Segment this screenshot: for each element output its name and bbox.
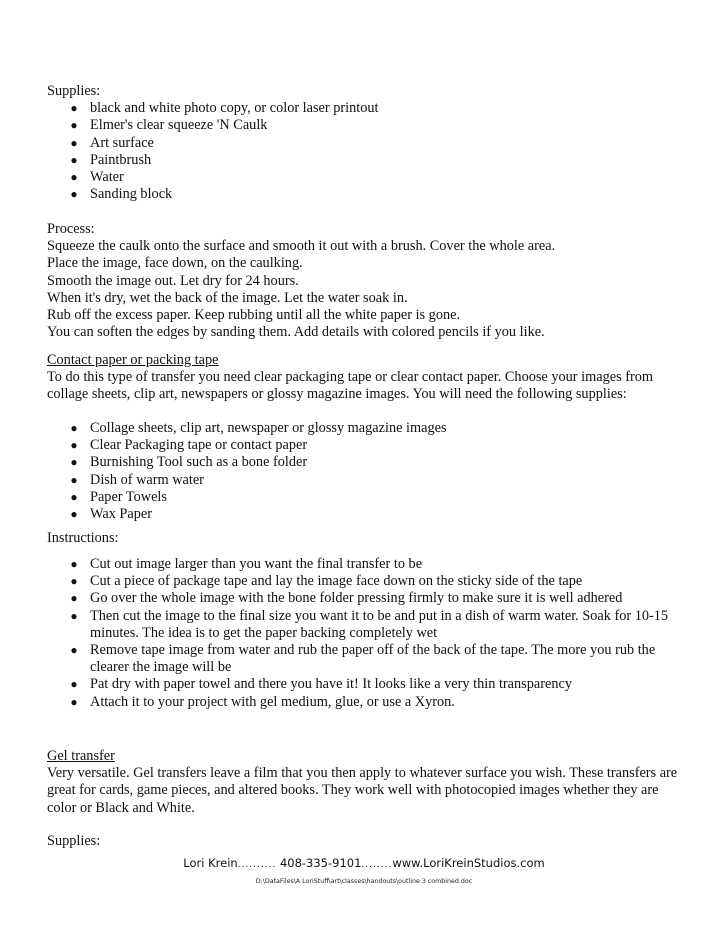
footer-separator: ........ <box>361 860 393 870</box>
list-item: ● Wax Paper <box>70 506 152 523</box>
process-heading: Process: <box>47 221 95 237</box>
bullet-icon: ● <box>70 438 78 453</box>
bullet-icon: ● <box>70 608 78 623</box>
list-item: ● Remove tape image from water and rub the paper off of the back of the tape. The more you rub the clearer the image will be <box>70 642 656 676</box>
instructions-list <box>47 556 688 711</box>
gel-line: color or Black and White. <box>47 799 195 816</box>
process-line: Rub off the excess paper. Keep rubbing until all the white paper is gone. <box>47 307 461 324</box>
process-line: Place the image, face down, on the caulking. <box>47 255 303 272</box>
process-line: When it's dry, wet the back of the image. Let the water soak in. <box>47 289 408 306</box>
bullet-icon: ● <box>70 118 78 133</box>
bullet-icon: ● <box>70 455 78 470</box>
gel-line: great for cards, game pieces, and altered books. They work well with photocopied images whether they are <box>47 782 659 799</box>
supplies-section <box>47 83 688 203</box>
bullet-icon: ● <box>70 187 78 202</box>
footer-separator: .......... <box>237 860 277 870</box>
bullet-icon: ● <box>70 135 78 150</box>
list-item: ● Then cut the image to the final size you want it to be and put in a dish of warm water. Soak for 10-15 minutes. The idea is to get the paper backing completely wet <box>70 607 669 641</box>
list-item: ● Burnishing Tool such as a bone folder <box>70 454 308 471</box>
list-item: ● Water <box>70 169 124 186</box>
bullet-icon: ● <box>70 574 78 589</box>
gel-transfer-section <box>47 748 688 817</box>
supplies-list <box>47 100 688 203</box>
bullet-icon: ● <box>70 421 78 435</box>
bullet-icon: ● <box>70 643 78 658</box>
footer-website: www.LoriKreinStudios.com <box>392 856 545 870</box>
bullet-icon: ● <box>70 694 78 709</box>
list-item: ● Cut out image larger than you want the final transfer to be <box>70 556 423 572</box>
gel-supplies-block <box>47 833 688 850</box>
contact-intro-line: To do this type of transfer you need clear packaging tape or clear contact paper. Choose your images from <box>47 369 653 386</box>
list-item: ● Paper Towels <box>70 488 167 505</box>
list-item: ● Cut a piece of package tape and lay the image face down on the sticky side of the tape <box>70 573 583 590</box>
bullet-icon: ● <box>70 101 78 116</box>
list-item: ● Art surface <box>70 134 154 151</box>
list-item: ● Go over the whole image with the bone folder pressing firmly to make sure it is well adhered <box>70 590 623 607</box>
gel-transfer-title: Gel transfer <box>47 748 115 764</box>
contact-intro-line: collage sheets, clip art, newspapers or glossy magazine images. You will need the following supplies: <box>47 386 627 403</box>
process-line: Squeeze the caulk onto the surface and smooth it out with a brush. Cover the whole area. <box>47 238 556 255</box>
gel-supplies-heading: Supplies: <box>47 833 101 849</box>
process-line: Smooth the image out. Let dry for 24 hours. <box>47 272 299 289</box>
footer-file-path: D:\DataFiles\A LoriStuff\art\classes\handouts\outline 3 combined.doc <box>255 878 473 885</box>
bullet-icon: ● <box>70 677 78 692</box>
gel-line: Very versatile. Gel transfers leave a film that you then apply to whatever surface you wish. These transfers are <box>47 765 678 782</box>
process-line: You can soften the edges by sanding them. Add details with colored pencils if you like. <box>47 324 545 341</box>
contact-supplies-list <box>47 420 688 523</box>
list-item: ● Collage sheets, clip art, newspaper or glossy magazine images <box>70 420 447 436</box>
bullet-icon: ● <box>70 170 78 185</box>
bullet-icon: ● <box>70 591 78 606</box>
page-footer <box>0 855 728 874</box>
bullet-icon: ● <box>70 557 78 571</box>
bullet-icon: ● <box>70 472 78 487</box>
list-item: ● Attach it to your project with gel medium, glue, or use a Xyron. <box>70 693 455 710</box>
list-item: ● Pat dry with paper towel and there you have it! It looks like a very thin transparency <box>70 676 572 693</box>
list-item: ● Dish of warm water <box>70 471 204 488</box>
list-item: ● Paintbrush <box>70 151 152 168</box>
instructions-heading: Instructions: <box>47 530 119 546</box>
bullet-icon: ● <box>70 507 78 522</box>
list-item: ● Sanding block <box>70 186 173 203</box>
footer-name: Lori Krein <box>183 856 238 870</box>
bullet-icon: ● <box>70 152 78 167</box>
contact-paper-title: Contact paper or packing tape <box>47 352 219 368</box>
footer-phone: 408-335-9101 <box>279 856 362 870</box>
list-item: ● black and white photo copy, or color laser printout <box>70 100 379 117</box>
supplies-heading: Supplies: <box>47 83 101 99</box>
list-item: ● Clear Packaging tape or contact paper <box>70 437 308 454</box>
instructions-heading-block <box>47 530 688 547</box>
process-section <box>47 221 688 341</box>
bullet-icon: ● <box>70 489 78 504</box>
list-item: ● Elmer's clear squeeze 'N Caulk <box>70 117 268 134</box>
contact-paper-section <box>47 352 688 404</box>
